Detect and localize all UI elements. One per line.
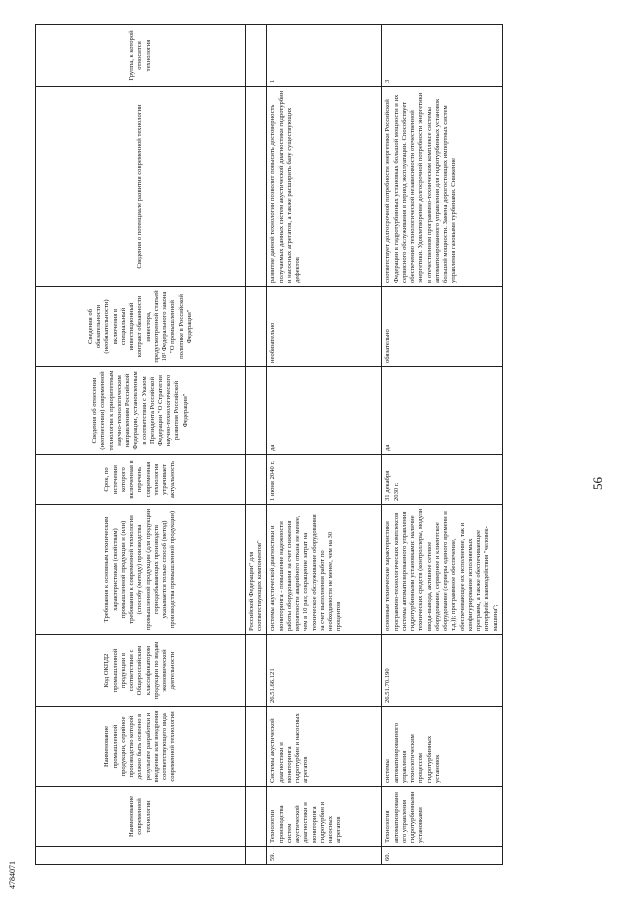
group: 3: [382, 25, 502, 87]
obligation-flag: необязательно: [267, 287, 382, 367]
technology-table: [35, 24, 503, 865]
header-cell-technology: Наименование современной технологии: [36, 787, 246, 847]
row-number: 59.: [267, 847, 382, 865]
header-cell-okpd: Код ОКПД2 промышленной продукции в соответствии с Общероссийским классификатором продукции по видам экономической деятельности: [36, 635, 246, 707]
priority-flag: да: [382, 367, 502, 455]
priority-flag: да: [267, 367, 382, 455]
product-name: Системы акустической диагностики и мониторинга гидротурбин и насосных агрегатов: [267, 707, 382, 787]
header-cell-obligation: Сведения об обязательности (необязательности) включения в специальный инвестиционный контракт обязанности инвестора, предусмотренной статьей 18² Федерального закона "О промышленной политике в Российской Федерации": [36, 287, 246, 367]
okpd-code: 26.51.66.121: [267, 635, 382, 707]
group: 1: [267, 25, 382, 87]
header-cell-group: Группа, к которой относится технология: [36, 25, 246, 87]
header-cell-term: Срок, по истечении которого включенная в перечень современная технология утрачивает актуальность: [36, 455, 246, 505]
obligation-flag: обязательно: [382, 287, 502, 367]
header-cell-product: Наименование промышленной продукции, серийное производство которой должно быть освоено в результате разработки и внедрения или внедрения соответствующего вида современной технологии: [36, 707, 246, 787]
technology-name: Технологии производства систем акустической диагностики и мониторинга гидротурбин и насосных агрегатов: [267, 787, 382, 847]
continuation-row: [246, 25, 267, 865]
continuation-text: Российской Федерации" для соответствующих компонентов": [246, 505, 267, 635]
header-cell-priority: Сведения об отнесении (неотнесении) современной технологии к приоритетным научно-технологическим направлениям Российской Федерации, установленным в соответствии с Указом Президента Российской Федерации "О Стратегии научно-технологического развития Российской Федерации": [36, 367, 246, 455]
product-name: системы автоматизированного управления технологическим процессом гидротурбинных установок: [382, 707, 502, 787]
row-number: 60.: [382, 847, 502, 865]
technology-name: Технология автоматизированного управления гидротурбинными установками: [382, 787, 502, 847]
header-cell-requirements: Требования к основным техническим характеристикам (свойствам) промышленной продукции и (или) требования к современной технологии (способу (методу) производства промышленной продукции (для продукции горнодобывающих производств указывается только способ (метод) производства промышленной продукции): [36, 505, 246, 635]
table-row: [267, 25, 382, 865]
okpd-code: 26.51.70.190: [382, 635, 502, 707]
header-row: [36, 25, 246, 865]
table-row: [382, 25, 502, 865]
potential: соответствует долгосрочной потребности энергетики Российской Федерации в гидротурбинных установках большой мощности и их сервисного обслуживания в период эксплуатации. Способствует обеспечению технологической независимости отечественной энергетики. Удовлетворение долгосрочной потребности энергетики в отечественном программно-техническом комплексе системы автоматизированного управления для гидротурбинных установок большой мощности. Замена дорогостоящих импортных систем управления газовыми турбинами. Снижение: [382, 87, 502, 287]
requirements: основные технические характеристики программно-технологических комплексов системы автоматизированного управления гидротурбинными установками: наличие технических средств (контроллеры, модули ввода-вывода, активное сетевое оборудование, серверное и клиентское оборудование (серверы единого времени и т.д.)); программное обеспечение, обеспечивающее их исполнение, так и конфигурирование исполняемых программ, а также обеспечивающее интерфейс взаимодействия "человек-машина";: [382, 505, 502, 635]
page-number: 56: [590, 477, 605, 490]
requirements: системы акустической диагностики и мониторинга - повышение надежности работы оборудования за счет снижения вероятности аварийного отказа не менее, чем в 10 раз; сокращение затрат на техническое обслуживание оборудования за счет выполнения работ по необходимости не менее, чем на 30 процентов: [267, 505, 382, 635]
document-id: 4784071: [8, 861, 17, 889]
header-cell-potential: Сведения о потенциале развития современной технологии: [36, 87, 246, 287]
header-cell-number: [36, 847, 246, 865]
potential: развитие данной технологии позволит повысить достоверность получаемых данных систем акустической диагностики гидротурбин и насосных агрегатов, а также расширить базу существующих дефектов: [267, 87, 382, 287]
term: 31 декабря 2030 г.: [382, 455, 502, 505]
term: 1 июня 2040 г.: [267, 455, 382, 505]
